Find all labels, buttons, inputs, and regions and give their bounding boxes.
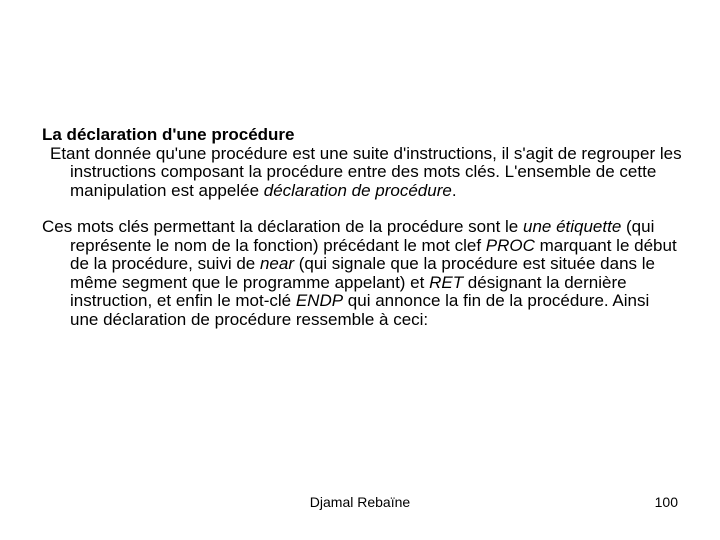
paragraph-text: Ces mots clés permettant la déclaration de la procédure sont le	[42, 217, 523, 236]
paragraph-text: Etant donnée qu'une procédure est une suite d'instructions, il s'agit de regrouper les instructions composant la procédure entre des mots clés. L'ensemble de cette manipulation est appelée	[50, 143, 682, 200]
slide-content	[42, 126, 682, 329]
paragraph-emphasis: RET	[429, 272, 464, 292]
paragraph-emphasis: near	[259, 254, 294, 273]
page-number: 100	[654, 494, 678, 510]
paragraph-emphasis: ENDP	[295, 291, 344, 310]
section-heading: La déclaration d'une procédure	[42, 125, 295, 144]
paragraph-emphasis: une étiquette	[522, 217, 622, 236]
paragraph-text: qui annonce la fin de la procédure. Ainsi une déclaration de procédure ressemble à ceci:	[70, 291, 650, 329]
paragraph-text: (qui signale que la procédure est située dans le même segment que le programme appelant) et	[70, 254, 655, 292]
paragraph-text: .	[451, 180, 457, 200]
paragraph-text: désignant la dernière instruction, et enfin le mot-clé	[70, 272, 627, 310]
paragraph-keywords	[42, 218, 682, 329]
footer-author: Djamal Rebaïne	[309, 494, 411, 510]
paragraph-text: marquant le début de la procédure, suivi de	[70, 235, 677, 273]
paragraph-definition	[42, 145, 682, 201]
paragraph-text: (qui représente le nom de la fonction) précédant le mot clef	[70, 217, 655, 255]
paragraph-emphasis: déclaration de procédure	[263, 180, 452, 200]
paragraph-emphasis: PROC	[485, 235, 535, 255]
